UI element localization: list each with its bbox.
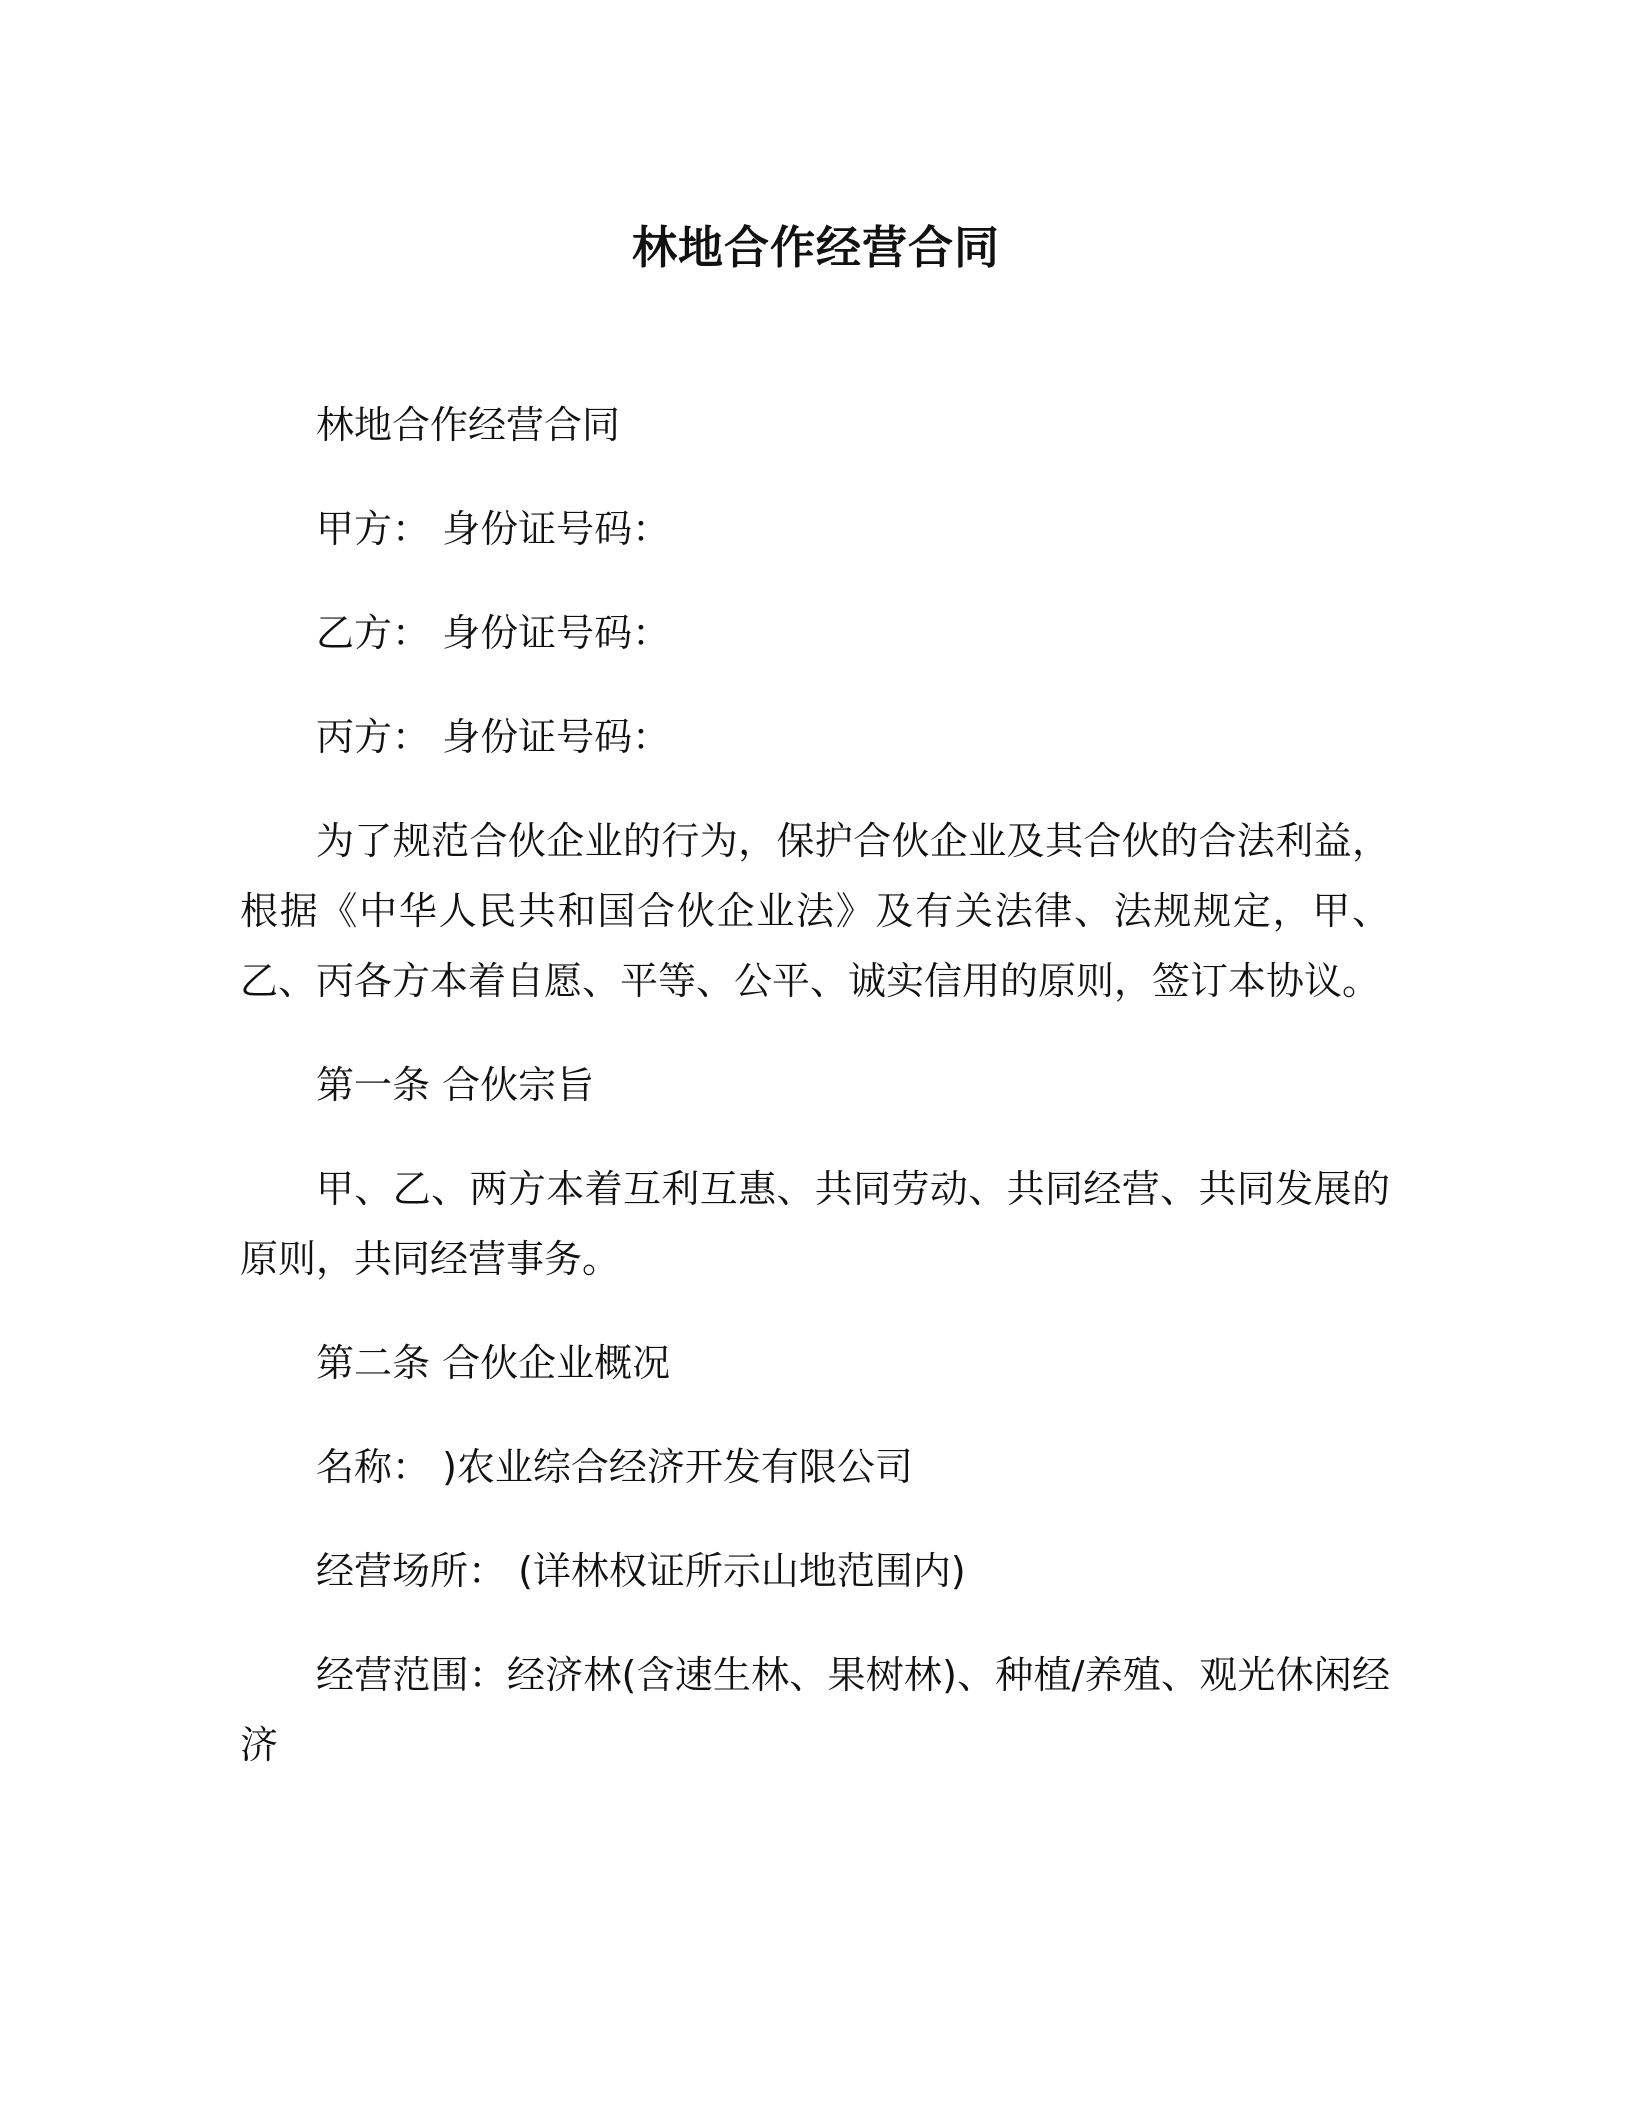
paragraph-company-name: 名称： )农业综合经济开发有限公司 (316, 1445, 913, 1489)
paragraph-business-scope: 经营范围：经济林(含速生林、果树林)、种植/养殖、观光休闲经济 (240, 1653, 1390, 1767)
paragraph-party-a: 甲方： 身份证号码： (316, 507, 671, 551)
paragraph-article-2-heading: 第二条 合伙企业概况 (316, 1341, 671, 1385)
document-body (240, 390, 1390, 1814)
paragraph-business-location: 经营场所： (详林权证所示山地范围内) (316, 1549, 966, 1593)
paragraph-party-c: 丙方： 身份证号码： (316, 715, 671, 759)
paragraph-article-1-heading: 第一条 合伙宗旨 (316, 1063, 595, 1107)
paragraph-subtitle: 林地合作经营合同 (316, 403, 621, 447)
paragraph-party-b: 乙方： 身份证号码： (316, 611, 671, 655)
paragraph-preamble: 为了规范合伙企业的行为，保护合伙企业及其合伙的合法利益，根据《中华人民共和国合伙企业法》及有关法律、法规规定，甲、乙、丙各方本着自愿、平等、公平、诚实信用的原则，签订本协议。 (240, 819, 1390, 1003)
document-title: 林地合作经营合同 (631, 221, 1000, 274)
paragraph-article-1-body: 甲、乙、两方本着互利互惠、共同劳动、共同经营、共同发展的原则，共同经营事务。 (240, 1167, 1390, 1281)
